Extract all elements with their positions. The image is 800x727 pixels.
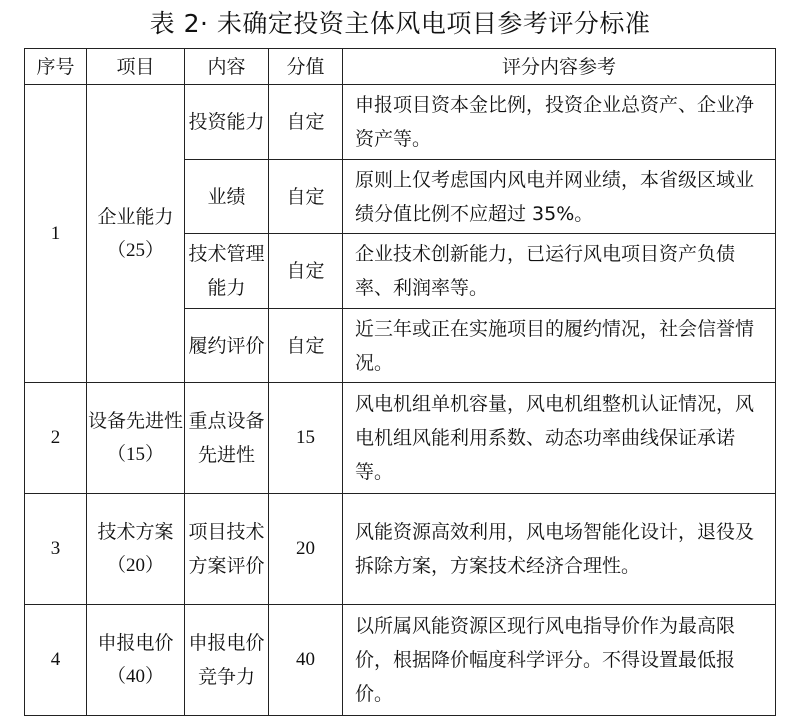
score-cell: 自定: [269, 159, 343, 234]
table-row: [25, 494, 776, 605]
content-cell: 技术管理能力: [185, 234, 269, 309]
reference-cell: 企业技术创新能力，已运行风电项目资产负债率、利润率等。: [343, 234, 776, 309]
item-cell: [87, 605, 185, 716]
header-reference: 评分内容参考: [343, 49, 776, 85]
table-row: [25, 85, 776, 160]
score-cell: 20: [269, 494, 343, 605]
item-name: 企业能力: [97, 205, 174, 228]
reference-cell: 以所属风能资源区现行风电指导价作为最高限价，根据降价幅度科学评分。不得设置最低报价。: [343, 605, 776, 716]
item-name: 设备先进性: [87, 410, 183, 433]
row-number: 3: [25, 494, 87, 605]
table-header-row: [25, 49, 776, 85]
score-cell: 40: [269, 605, 343, 716]
score-cell: 自定: [269, 308, 343, 383]
content-cell: 投资能力: [185, 85, 269, 160]
table-title: 表 2· 未确定投资主体风电项目参考评分标准: [149, 9, 651, 38]
reference-cell: 风电机组单机容量，风电机组整机认证情况，风电机组风能利用系数、动态功率曲线保证承诺等。: [343, 383, 776, 494]
score-cell: 15: [269, 383, 343, 494]
score-cell: 自定: [269, 234, 343, 309]
score-cell: 自定: [269, 85, 343, 160]
row-number: 1: [25, 85, 87, 383]
reference-cell: 近三年或正在实施项目的履约情况，社会信誉情况。: [343, 308, 776, 383]
item-score: （20）: [106, 555, 164, 577]
scoring-table: [24, 48, 776, 716]
content-cell: 业绩: [185, 159, 269, 234]
table-row: [25, 605, 776, 716]
item-cell: [87, 85, 185, 383]
content-cell: 重点设备先进性: [185, 383, 269, 494]
item-cell: [87, 383, 185, 494]
content-cell: 履约评价: [185, 308, 269, 383]
header-content: 内容: [185, 49, 269, 85]
header-no: 序号: [25, 49, 87, 85]
item-score: （40）: [106, 666, 164, 688]
header-item: 项目: [87, 49, 185, 85]
reference-cell: 原则上仅考虑国内风电并网业绩，本省级区域业绩分值比例不应超过 35%。: [343, 159, 776, 234]
content-cell: 申报电价竞争力: [185, 605, 269, 716]
item-score: （25）: [106, 239, 164, 261]
table-row: [25, 383, 776, 494]
content-cell: 项目技术方案评价: [185, 494, 269, 605]
reference-cell: 风能资源高效利用，风电场智能化设计，退役及拆除方案，方案技术经济合理性。: [343, 494, 776, 605]
header-score: 分值: [269, 49, 343, 85]
item-name: 申报电价: [97, 632, 174, 655]
item-score: （15）: [106, 444, 164, 466]
item-cell: [87, 494, 185, 605]
row-number: 2: [25, 383, 87, 494]
reference-cell: 申报项目资本金比例，投资企业总资产、企业净资产等。: [343, 85, 776, 160]
item-name: 技术方案: [97, 521, 174, 544]
row-number: 4: [25, 605, 87, 716]
